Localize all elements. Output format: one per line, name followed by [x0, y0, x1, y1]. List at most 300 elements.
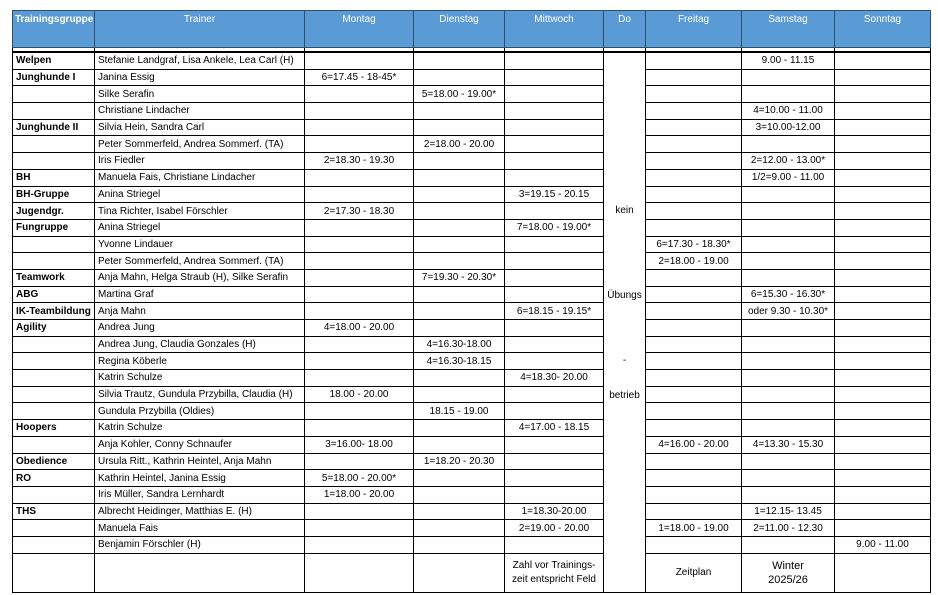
samstag-cell [742, 69, 835, 86]
montag-cell: 4=18.00 - 20.00 [305, 320, 414, 337]
freitag-cell [646, 219, 742, 236]
sonntag-cell [835, 436, 931, 453]
mittwoch-cell [505, 119, 604, 136]
trainer-cell: Silvia Hein, Sandra Carl [95, 119, 305, 136]
trainer-cell: Iris Müller, Sandra Lernhardt [95, 486, 305, 503]
trainer-cell: Albrecht Heidinger, Matthias E. (H) [95, 503, 305, 520]
sonntag-cell [835, 420, 931, 437]
sonntag-cell [835, 186, 931, 203]
mittwoch-cell: 1=18.30-20.00 [505, 503, 604, 520]
mittwoch-cell [505, 336, 604, 353]
footer-winter-line: 2025/26 [768, 573, 808, 586]
samstag-cell: 4=13.30 - 15.30 [742, 436, 835, 453]
freitag-cell [646, 320, 742, 337]
group-cell: IK-Teambildung [13, 303, 95, 320]
table-row [13, 520, 931, 537]
freitag-cell [646, 386, 742, 403]
samstag-cell [742, 420, 835, 437]
samstag-cell [742, 269, 835, 286]
dienstag-cell [414, 520, 505, 537]
samstag-cell [742, 186, 835, 203]
footer-winter-line: Winter [772, 559, 804, 572]
freitag-cell [646, 203, 742, 220]
table-row [13, 536, 931, 553]
footer-empty-cell [835, 553, 931, 592]
group-cell [13, 353, 95, 370]
freitag-cell [646, 269, 742, 286]
footer-winter-cell [742, 553, 835, 592]
mittwoch-cell [505, 169, 604, 186]
group-cell [13, 336, 95, 353]
freitag-cell [646, 136, 742, 153]
freitag-cell [646, 52, 742, 69]
trainer-cell: Manuela Fais, Christiane Lindacher [95, 169, 305, 186]
col-header-trainer: Trainer [95, 11, 305, 48]
dienstag-cell [414, 536, 505, 553]
col-header-do: Do [604, 11, 646, 48]
group-cell [13, 253, 95, 270]
trainer-cell: Anina Striegel [95, 186, 305, 203]
table-row [13, 470, 931, 487]
montag-cell [305, 303, 414, 320]
mittwoch-cell [505, 453, 604, 470]
dienstag-cell [414, 119, 505, 136]
samstag-cell: 4=10.00 - 11.00 [742, 103, 835, 120]
sonntag-cell [835, 86, 931, 103]
mittwoch-cell [505, 536, 604, 553]
dienstag-cell: 2=18.00 - 20.00 [414, 136, 505, 153]
mittwoch-cell [505, 69, 604, 86]
sonntag-cell [835, 320, 931, 337]
samstag-cell: oder 9.30 - 10.30* [742, 303, 835, 320]
mittwoch-cell [505, 52, 604, 69]
footer-empty-cell [95, 553, 305, 592]
sonntag-cell [835, 253, 931, 270]
group-cell [13, 386, 95, 403]
mittwoch-cell [505, 486, 604, 503]
footer-empty-cell [305, 553, 414, 592]
dienstag-cell [414, 52, 505, 69]
sonntag-cell [835, 486, 931, 503]
montag-cell [305, 52, 414, 69]
sonntag-cell [835, 103, 931, 120]
trainer-cell: Silke Serafin [95, 86, 305, 103]
dienstag-cell [414, 503, 505, 520]
dienstag-cell [414, 103, 505, 120]
mittwoch-cell [505, 253, 604, 270]
montag-cell [305, 403, 414, 420]
dienstag-cell [414, 286, 505, 303]
trainer-cell: Anja Kohler, Conny Schnaufer [95, 436, 305, 453]
trainer-cell: Peter Sommerfeld, Andrea Sommerf. (TA) [95, 253, 305, 270]
sonntag-cell [835, 119, 931, 136]
samstag-cell [742, 203, 835, 220]
montag-cell [305, 253, 414, 270]
sonntag-cell [835, 236, 931, 253]
montag-cell: 18.00 - 20.00 [305, 386, 414, 403]
table-row [13, 186, 931, 203]
dienstag-cell [414, 386, 505, 403]
sonntag-cell [835, 303, 931, 320]
schedule-body [13, 48, 931, 593]
dienstag-cell [414, 253, 505, 270]
do-column-text: Übungs [607, 290, 642, 301]
dienstag-cell [414, 420, 505, 437]
mittwoch-cell [505, 320, 604, 337]
group-cell: ABG [13, 286, 95, 303]
mittwoch-cell [505, 203, 604, 220]
samstag-cell: 1/2=9.00 - 11.00 [742, 169, 835, 186]
schedule-sheet [12, 10, 930, 586]
group-cell [13, 136, 95, 153]
freitag-cell [646, 286, 742, 303]
sonntag-cell [835, 136, 931, 153]
montag-cell [305, 453, 414, 470]
montag-cell [305, 219, 414, 236]
sonntag-cell [835, 453, 931, 470]
do-column-cell [604, 52, 646, 592]
group-cell [13, 486, 95, 503]
table-row [13, 269, 931, 286]
trainer-cell: Anja Mahn, Helga Straub (H), Silke Serafin [95, 269, 305, 286]
table-row [13, 153, 931, 170]
sonntag-cell [835, 153, 931, 170]
sonntag-cell [835, 336, 931, 353]
table-row [13, 453, 931, 470]
freitag-cell: 2=18.00 - 19.00 [646, 253, 742, 270]
samstag-cell: 2=11.00 - 12.30 [742, 520, 835, 537]
trainer-cell: Martina Graf [95, 286, 305, 303]
trainer-cell: Christiane Lindacher [95, 103, 305, 120]
trainer-cell: Peter Sommerfeld, Andrea Sommerf. (TA) [95, 136, 305, 153]
table-row [13, 119, 931, 136]
freitag-cell [646, 403, 742, 420]
mittwoch-cell [505, 103, 604, 120]
freitag-cell [646, 69, 742, 86]
footer-note-cell [505, 553, 604, 592]
footer-row [13, 553, 931, 592]
table-row [13, 486, 931, 503]
group-cell [13, 403, 95, 420]
group-cell: THS [13, 503, 95, 520]
montag-cell: 2=17.30 - 18.30 [305, 203, 414, 220]
dienstag-cell [414, 236, 505, 253]
mittwoch-cell: 3=19.15 - 20.15 [505, 186, 604, 203]
sonntag-cell [835, 269, 931, 286]
dienstag-cell [414, 219, 505, 236]
trainer-cell: Ursula Ritt., Kathrin Heintel, Anja Mahn [95, 453, 305, 470]
samstag-cell [742, 336, 835, 353]
mittwoch-cell: 4=17.00 - 18.15 [505, 420, 604, 437]
dienstag-cell: 7=19.30 - 20.30* [414, 269, 505, 286]
mittwoch-cell: 2=19.00 - 20.00 [505, 520, 604, 537]
footer-note-line: Zahl vor Trainings- [512, 559, 596, 571]
montag-cell [305, 136, 414, 153]
group-cell: Teamwork [13, 269, 95, 286]
montag-cell: 5=18.00 - 20.00* [305, 470, 414, 487]
table-row [13, 103, 931, 120]
freitag-cell [646, 453, 742, 470]
dienstag-cell [414, 186, 505, 203]
group-cell: Junghunde I [13, 69, 95, 86]
montag-cell [305, 536, 414, 553]
col-header-dienstag: Dienstag [414, 11, 505, 48]
do-column-text: betrieb [609, 390, 640, 401]
table-row [13, 336, 931, 353]
group-cell [13, 436, 95, 453]
table-row [13, 370, 931, 387]
samstag-cell [742, 536, 835, 553]
freitag-cell: 4=16.00 - 20.00 [646, 436, 742, 453]
samstag-cell [742, 370, 835, 387]
sonntag-cell [835, 470, 931, 487]
sonntag-cell [835, 520, 931, 537]
montag-cell: 3=16.00- 18.00 [305, 436, 414, 453]
samstag-cell [742, 253, 835, 270]
samstag-cell: 1=12.15- 13.45 [742, 503, 835, 520]
group-cell: Jugendgr. [13, 203, 95, 220]
footer-zeitplan-cell [646, 553, 742, 592]
samstag-cell [742, 470, 835, 487]
dienstag-cell [414, 303, 505, 320]
table-row [13, 436, 931, 453]
table-row [13, 420, 931, 437]
samstag-cell [742, 136, 835, 153]
trainer-cell: Manuela Fais [95, 520, 305, 537]
montag-cell [305, 236, 414, 253]
freitag-cell [646, 103, 742, 120]
samstag-cell [742, 320, 835, 337]
trainer-cell: Iris Fiedler [95, 153, 305, 170]
dienstag-cell [414, 470, 505, 487]
mittwoch-cell: 7=18.00 - 19.00* [505, 219, 604, 236]
table-row [13, 403, 931, 420]
freitag-cell [646, 370, 742, 387]
mittwoch-cell [505, 136, 604, 153]
group-cell: BH-Gruppe [13, 186, 95, 203]
dienstag-cell [414, 320, 505, 337]
footer-empty-cell [414, 553, 505, 592]
col-header-trainingsgruppe: Trainingsgruppe [13, 11, 95, 48]
table-row [13, 169, 931, 186]
col-header-montag: Montag [305, 11, 414, 48]
montag-cell [305, 86, 414, 103]
freitag-cell [646, 486, 742, 503]
freitag-cell [646, 503, 742, 520]
dienstag-cell [414, 370, 505, 387]
samstag-cell [742, 403, 835, 420]
freitag-cell [646, 186, 742, 203]
group-cell: Welpen [13, 52, 95, 69]
do-column-text: - [622, 355, 627, 366]
col-header-samstag: Samstag [742, 11, 835, 48]
group-cell: Fungruppe [13, 219, 95, 236]
montag-cell [305, 269, 414, 286]
group-cell: Obedience [13, 453, 95, 470]
col-header-mittwoch: Mittwoch [505, 11, 604, 48]
freitag-cell [646, 169, 742, 186]
dienstag-cell: 4=16.30-18.00 [414, 336, 505, 353]
table-row [13, 69, 931, 86]
freitag-cell [646, 353, 742, 370]
schedule-table [12, 10, 931, 593]
sonntag-cell [835, 286, 931, 303]
group-cell: RO [13, 470, 95, 487]
montag-cell [305, 503, 414, 520]
group-cell: BH [13, 169, 95, 186]
sonntag-cell [835, 503, 931, 520]
mittwoch-cell [505, 436, 604, 453]
group-cell: Agility [13, 320, 95, 337]
table-row [13, 203, 931, 220]
montag-cell [305, 103, 414, 120]
trainer-cell: Silvia Trautz, Gundula Przybilla, Claudia (H) [95, 386, 305, 403]
group-cell: Junghunde II [13, 119, 95, 136]
dienstag-cell [414, 169, 505, 186]
table-row [13, 286, 931, 303]
freitag-cell: 6=17.30 - 18.30* [646, 236, 742, 253]
col-header-freitag: Freitag [646, 11, 742, 48]
group-cell [13, 536, 95, 553]
trainer-cell: Regina Köberle [95, 353, 305, 370]
table-row [13, 303, 931, 320]
sonntag-cell [835, 403, 931, 420]
table-row [13, 52, 931, 69]
trainer-cell: Tina Richter, Isabel Förschler [95, 203, 305, 220]
montag-cell [305, 169, 414, 186]
dienstag-cell [414, 203, 505, 220]
dienstag-cell: 5=18.00 - 19.00* [414, 86, 505, 103]
montag-cell [305, 119, 414, 136]
mittwoch-cell: 4=18.30- 20.00 [505, 370, 604, 387]
sonntag-cell [835, 52, 931, 69]
samstag-cell: 6=15.30 - 16.30* [742, 286, 835, 303]
montag-cell [305, 336, 414, 353]
sonntag-cell [835, 219, 931, 236]
mittwoch-cell: 6=18.15 - 19.15* [505, 303, 604, 320]
samstag-cell [742, 86, 835, 103]
samstag-cell [742, 219, 835, 236]
sonntag-cell [835, 169, 931, 186]
footer-empty-cell [13, 553, 95, 592]
dienstag-cell: 1=18.20 - 20.30 [414, 453, 505, 470]
group-cell [13, 103, 95, 120]
mittwoch-cell [505, 153, 604, 170]
trainer-cell: Kathrin Heintel, Janina Essig [95, 470, 305, 487]
samstag-cell [742, 236, 835, 253]
trainer-cell: Benjamin Förschler (H) [95, 536, 305, 553]
table-row [13, 219, 931, 236]
dienstag-cell [414, 69, 505, 86]
trainer-cell: Katrin Schulze [95, 370, 305, 387]
trainer-cell: Janina Essig [95, 69, 305, 86]
freitag-cell [646, 303, 742, 320]
montag-cell [305, 286, 414, 303]
footer-zeitplan-line: Zeitplan [675, 566, 712, 578]
montag-cell: 6=17.45 - 18-45* [305, 69, 414, 86]
sonntag-cell [835, 370, 931, 387]
table-row [13, 136, 931, 153]
sonntag-cell [835, 203, 931, 220]
samstag-cell [742, 453, 835, 470]
trainer-cell: Anina Striegel [95, 219, 305, 236]
sonntag-cell [835, 353, 931, 370]
samstag-cell [742, 486, 835, 503]
table-row [13, 320, 931, 337]
trainer-cell: Gundula Przybilla (Oldies) [95, 403, 305, 420]
group-cell [13, 153, 95, 170]
montag-cell [305, 420, 414, 437]
freitag-cell [646, 420, 742, 437]
table-row [13, 86, 931, 103]
mittwoch-cell [505, 286, 604, 303]
header-row [13, 11, 931, 48]
do-column-text: kein [615, 205, 634, 216]
mittwoch-cell [505, 353, 604, 370]
freitag-cell [646, 153, 742, 170]
montag-cell [305, 520, 414, 537]
samstag-cell: 3=10.00-12.00 [742, 119, 835, 136]
dienstag-cell: 4=16.30-18.15 [414, 353, 505, 370]
freitag-cell [646, 470, 742, 487]
col-header-sonntag: Sonntag [835, 11, 931, 48]
trainer-cell: Andrea Jung [95, 320, 305, 337]
table-row [13, 253, 931, 270]
freitag-cell [646, 536, 742, 553]
montag-cell: 1=18.00 - 20.00 [305, 486, 414, 503]
dienstag-cell [414, 436, 505, 453]
table-row [13, 236, 931, 253]
mittwoch-cell [505, 269, 604, 286]
freitag-cell [646, 119, 742, 136]
trainer-cell: Anja Mahn [95, 303, 305, 320]
trainer-cell: Stefanie Landgraf, Lisa Ankele, Lea Carl (H) [95, 52, 305, 69]
mittwoch-cell [505, 236, 604, 253]
dienstag-cell: 18.15 - 19.00 [414, 403, 505, 420]
table-row [13, 386, 931, 403]
mittwoch-cell [505, 403, 604, 420]
group-cell: Hoopers [13, 420, 95, 437]
samstag-cell [742, 386, 835, 403]
montag-cell [305, 186, 414, 203]
montag-cell [305, 370, 414, 387]
freitag-cell [646, 336, 742, 353]
freitag-cell: 1=18.00 - 19.00 [646, 520, 742, 537]
trainer-cell: Katrin Schulze [95, 420, 305, 437]
trainer-cell: Andrea Jung, Claudia Gonzales (H) [95, 336, 305, 353]
dienstag-cell [414, 486, 505, 503]
sonntag-cell [835, 69, 931, 86]
montag-cell [305, 353, 414, 370]
montag-cell: 2=18.30 - 19.30 [305, 153, 414, 170]
freitag-cell [646, 86, 742, 103]
footer-note-line: zeit entspricht Feld [512, 573, 596, 585]
trainer-cell: Yvonne Lindauer [95, 236, 305, 253]
group-cell [13, 86, 95, 103]
sonntag-cell: 9.00 - 11.00 [835, 536, 931, 553]
samstag-cell [742, 353, 835, 370]
table-row [13, 353, 931, 370]
group-cell [13, 370, 95, 387]
samstag-cell: 9.00 - 11.15 [742, 52, 835, 69]
mittwoch-cell [505, 86, 604, 103]
mittwoch-cell [505, 386, 604, 403]
table-row [13, 503, 931, 520]
group-cell [13, 236, 95, 253]
group-cell [13, 520, 95, 537]
mittwoch-cell [505, 470, 604, 487]
sonntag-cell [835, 386, 931, 403]
